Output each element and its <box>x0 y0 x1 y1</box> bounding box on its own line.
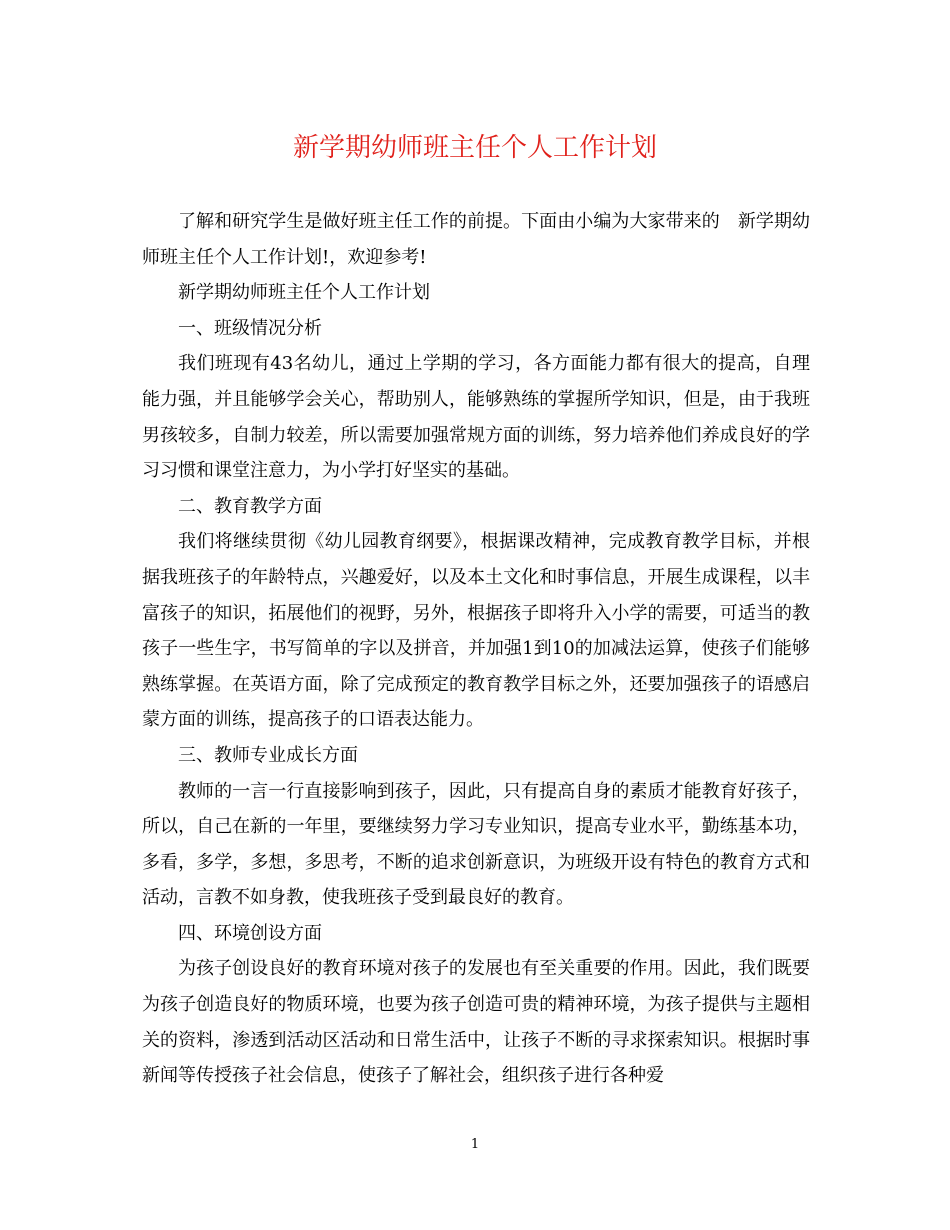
section-paragraph-3: 教师的一言一行直接影响到孩子，因此，只有提高自身的素质才能教育好孩子，所以，自己在新的一年里，要继续努力学习专业知识，提高专业水平，勤练基本功，多看，多学，多想，多思考，不断的追求创新意识，为班级开设有特色的教育方式和活动，言教不如身教，使我班孩子受到最良好的教育。 <box>142 780 810 909</box>
section-heading-4: 四、环境创设方面 <box>178 922 322 944</box>
intro-paragraph: 了解和研究学生是做好班主任工作的前提。下面由小编为大家带来的 新学期幼师班主任个人工作计划!，欢迎参考! <box>142 211 810 268</box>
section-paragraph-2: 我们将继续贯彻《幼儿园教育纲要》，根据课改精神，完成教育教学目标，并根据我班孩子的年龄特点，兴趣爱好，以及本土文化和时事信息，开展生成课程，以丰富孩子的知识，拓展他们的视野，另外，根据孩子即将升入小学的需要，可适当的教孩子一些生字，书写简单的字以及拼音，并加强1到10的加减法运算，使孩子们能够熟练掌握。在英语方面，除了完成预定的教育教学目标之外，还要加强孩子的语感启蒙方面的训练，提高孩子的口语表达能力。 <box>142 531 810 731</box>
section-heading-1: 一、班级情况分析 <box>178 317 322 339</box>
section-heading-2: 二、教育教学方面 <box>178 495 322 517</box>
section-paragraph-1: 我们班现有43名幼儿，通过上学期的学习，各方面能力都有很大的提高，自理能力强，并且能够学会关心，帮助别人，能够熟练的掌握所学知识，但是，由于我班男孩较多，自制力较差，所以需要加强常规方面的训练，努力培养他们养成良好的学习习惯和课堂注意力，为小学打好坚实的基础。 <box>142 353 810 482</box>
document-title: 新学期幼师班主任个人工作计划 <box>292 133 657 163</box>
section-heading-3: 三、教师专业成长方面 <box>178 744 358 766</box>
section-paragraph-4: 为孩子创设良好的教育环境对孩子的发展也有至关重要的作用。因此，我们既要为孩子创造良好的物质环境，也要为孩子创造可贵的精神环境，为孩子提供与主题相关的资料，渗透到活动区活动和日常生活中，让孩子不断的寻求探索知识。根据时事新闻等传授孩子社会信息，使孩子了解社会，组织孩子进行各种爱 <box>142 958 810 1087</box>
document-body <box>142 204 810 1094</box>
page-number: 1 <box>470 1137 480 1152</box>
subtitle-paragraph: 新学期幼师班主任个人工作计划 <box>178 282 430 304</box>
